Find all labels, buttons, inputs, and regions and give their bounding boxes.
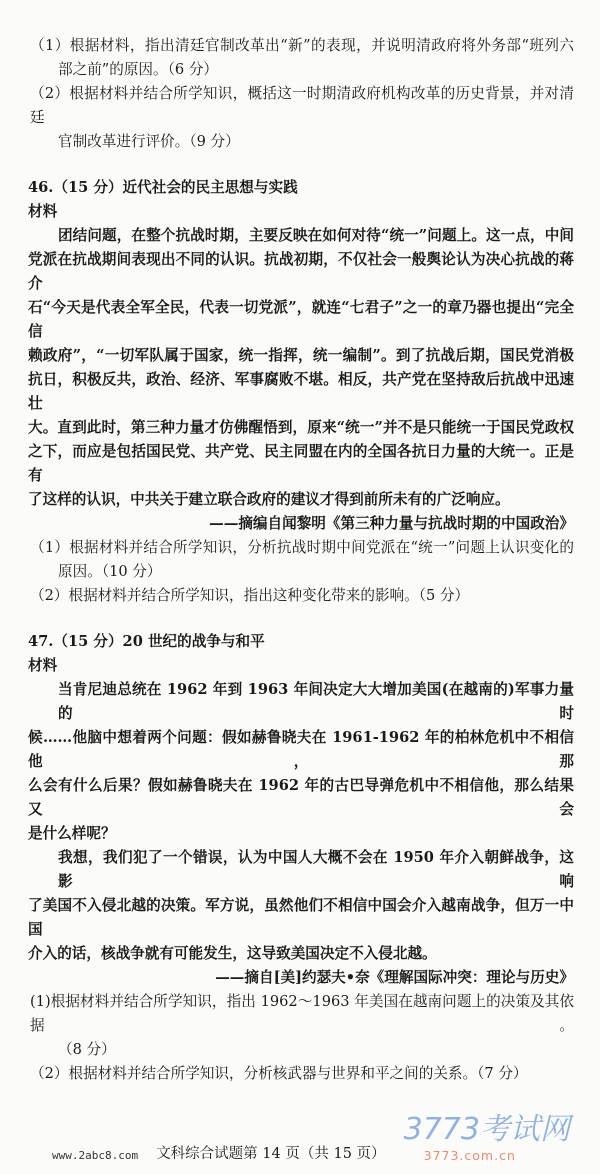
page-number: 文科综合试题第 14 页（共 15 页）: [156, 1146, 386, 1162]
q45-sub2-line1: （2）根据材料并结合所学知识，概括这一时期清政府机构改革的历史背景，并对清廷: [30, 85, 574, 126]
q45-sub2-line2: 官制改革进行评价。（9 分）: [58, 133, 240, 150]
q46-material-line: 抗日，积极反共，政治、经济、军事腐败不堪。相反，共产党在坚持敌后抗战中迅速壮: [28, 371, 574, 412]
q46-sub2: （2）根据材料并结合所学知识，指出这种变化带来的影响。（5 分）: [30, 587, 470, 604]
q46-material-line: 赖政府”，“一切军队属于国家，统一指挥，统一编制”。到了抗战后期，国民党消极: [28, 347, 574, 364]
footer-site-url: www.2abc8.com: [52, 1149, 139, 1162]
q46-material-label: 材料: [28, 203, 58, 220]
q47-sub1-line2: （8 分）: [58, 1041, 116, 1058]
q46-source: ——摘编自闻黎明《第三种力量与抗战时期的中国政治》: [209, 515, 574, 532]
q47-material-line: 么会有什么后果？假如赫鲁晓夫在 1962 年的古巴导弹危机中不相信他，那么结果又会: [28, 777, 574, 818]
q46-material-line: 了这样的认识，中共关于建立联合政府的建议才得到前所未有的广泛响应。: [28, 491, 510, 508]
q47-material-line: 当肯尼迪总统在 1962 年到 1963 年间决定大大增加美国(在越南的)军事力量的时: [58, 681, 574, 722]
q47-title: 47.（15 分）20 世纪的战争与和平: [28, 633, 265, 650]
q47-material-line: 候……他脑中想着两个问题：假如赫鲁晓夫在 1961-1962 年的柏林危机中不相信他，那: [28, 729, 574, 770]
watermark: [404, 1112, 570, 1164]
q46-material-line: 石“今天是代表全军全民，代表一切党派”，就连“七君子”之一的章乃器也提出“完全信: [28, 299, 574, 340]
q47-material-line: 我想，我们犯了一个错误，认为中国人大概不会在 1950 年介入朝鲜战争，这影响: [58, 849, 574, 890]
q45-sub1-line2: 部之前”的原因。（6 分）: [58, 61, 219, 78]
watermark-url: 3773.com.cn: [423, 1148, 516, 1163]
q47-material-label: 材料: [28, 657, 58, 674]
q46-title: 46.（15 分）近代社会的民主思想与实践: [28, 179, 298, 196]
q47-source: ——摘自[美]约瑟夫•奈《理解国际冲突：理论与历史》: [215, 969, 574, 986]
q46-sub1-line2: 原因。（10 分）: [58, 563, 162, 580]
q47-sub1-line1: (1)根据材料并结合所学知识，指出 1962～1963 年美国在越南问题上的决策及其依据。: [30, 993, 574, 1034]
q45-sub1-line1: （1）根据材料，指出清廷官制改革出“新”的表现，并说明清政府将外务部“班列六: [30, 37, 574, 54]
q46-material-line: 之下，而应是包括国民党、共产党、民主同盟在内的全国各抗日力量的大统一。正是有: [28, 443, 574, 484]
watermark-logo: 3773考试网: [403, 1112, 570, 1147]
page-footer: [28, 1112, 574, 1164]
q47-material-line: 是什么样呢？: [28, 825, 116, 842]
q46-material-line: 党派在抗战期间表现出不同的认识。抗战初期，不仅社会一般舆论认为决心抗战的蒋介: [28, 251, 574, 292]
q47-material-line: 了美国不入侵北越的决策。军方说，虽然他们不相信中国会介入越南战争，但万一中国: [28, 897, 574, 938]
q47-material-line: 介入的话，核战争就有可能发生，这导致美国决定不入侵北越。: [28, 945, 437, 962]
q46-sub1-line1: （1）根据材料并结合所学知识，分析抗战时期中间党派在“统一”问题上认识变化的: [30, 539, 574, 556]
q46-material-line: 团结问题，在整个抗战时期，主要反映在如何对待“统一”问题上。这一点，中间: [58, 227, 574, 244]
q46-material-line: 大。直到此时，第三种力量才仿佛醒悟到，原来“统一”并不是只能统一于国民党政权: [28, 419, 574, 436]
q47-sub2: （2）根据材料并结合所学知识，分析核武器与世界和平之间的关系。（7 分）: [30, 1065, 528, 1082]
